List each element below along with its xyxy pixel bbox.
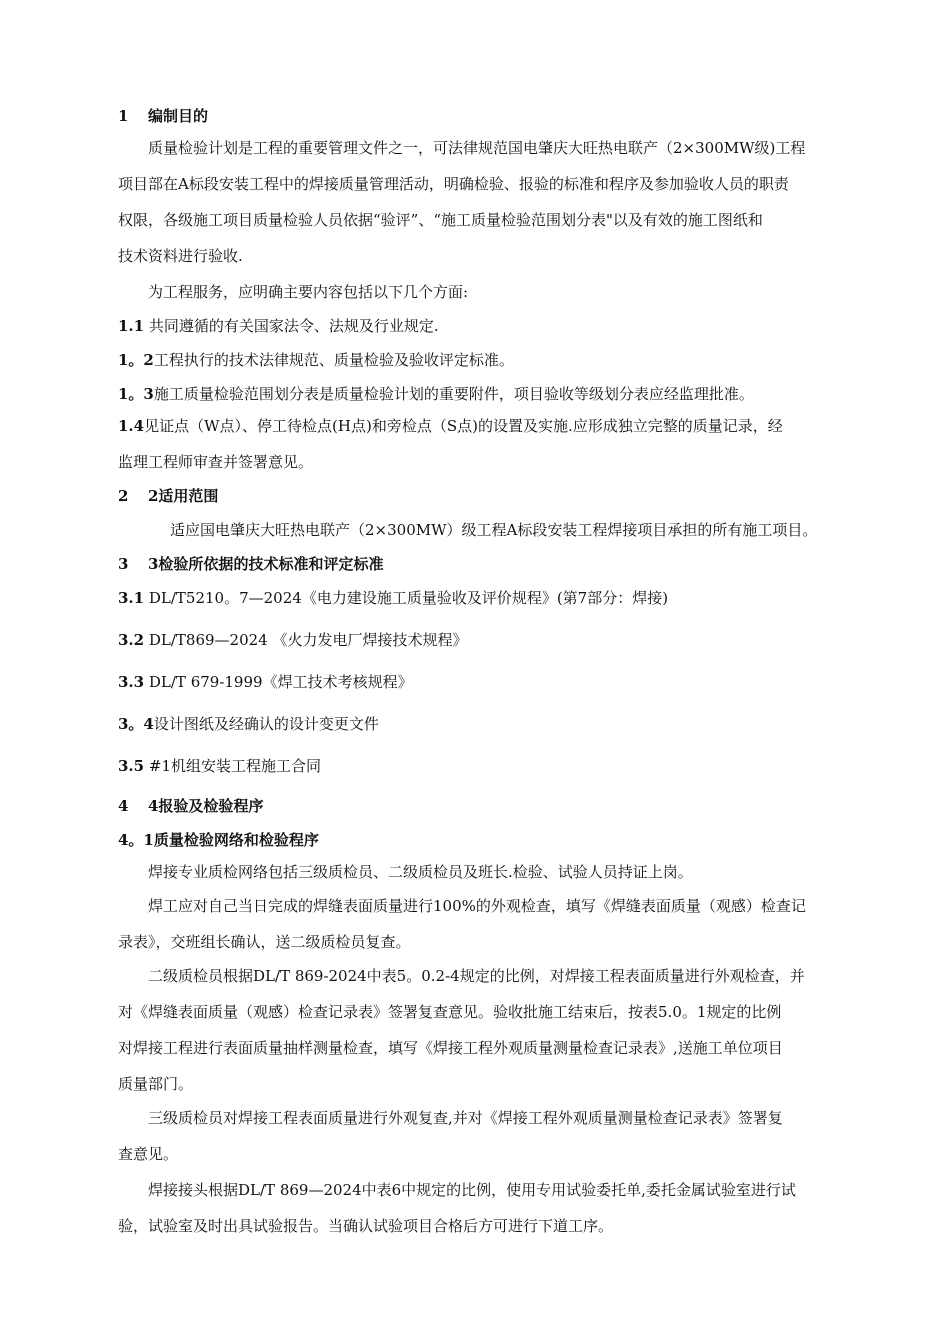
item-number: 3。4 xyxy=(118,715,154,733)
section-number: 3 xyxy=(118,555,129,573)
paragraph-line: 为工程服务，应明确主要内容包括以下几个方面: xyxy=(148,283,469,301)
paragraph-line: 质量部门。 xyxy=(118,1075,194,1093)
section-number: 4 xyxy=(118,797,129,815)
paragraph-line: 对《焊缝表面质量（观感）检查记录表》签署复查意见。验收批施工结束后，按表5.0。1规定的比例 xyxy=(118,1003,782,1021)
list-item xyxy=(118,416,783,436)
section-number: 2 xyxy=(118,487,129,505)
paragraph-line: 质量检验计划是工程的重要管理文件之一，可法律规范国电肇庆大旺热电联产（2×300MW级)工程 xyxy=(148,139,806,157)
paragraph-line: 监理工程师审查并签署意见。 xyxy=(118,453,314,471)
item-number: 3.3 xyxy=(118,673,145,691)
item-text: DL/T869—2024 《火力发电厂焊接技术规程》 xyxy=(144,631,468,649)
list-item xyxy=(118,384,754,404)
paragraph-line: 适应国电肇庆大旺热电联产（2×300MW）级工程A标段安装工程焊接项目承担的所有施工项目。 xyxy=(170,521,818,539)
list-item xyxy=(118,350,514,370)
paragraph-line: 焊接专业质检网络包括三级质检员、二级质检员及班长.检验、试验人员持证上岗。 xyxy=(148,863,693,881)
section-2-heading xyxy=(118,486,218,506)
item-number: 1.1 xyxy=(118,317,145,335)
item-text: DL/T 679-1999《焊工技术考核规程》 xyxy=(144,673,413,691)
list-item xyxy=(118,588,668,608)
item-number: 1。2 xyxy=(118,351,154,369)
paragraph-line: 查意见。 xyxy=(118,1145,179,1163)
item-text: 工程执行的技术法律规范、质量检验及验收评定标准。 xyxy=(153,351,514,369)
item-number: 1。3 xyxy=(118,385,154,403)
item-number: 3.2 xyxy=(118,631,145,649)
paragraph-line: 录表》，交班组长确认，送二级质检员复查。 xyxy=(118,933,411,951)
paragraph-line: 对焊接工程进行表面质量抽样测量检查，填写《焊接工程外观质量测量检查记录表》,送施工单位项目 xyxy=(118,1039,783,1057)
subsection-4-1-heading: 4。1质量检验网络和检验程序 xyxy=(118,831,319,849)
paragraph-line: 焊工应对自己当日完成的焊缝表面质量进行100%的外观检查，填写《焊缝表面质量（观感）检查记 xyxy=(148,897,806,915)
section-title: 3检验所依据的技术标准和评定标准 xyxy=(148,555,384,573)
list-item xyxy=(118,316,439,336)
item-number: 3.5 xyxy=(118,757,145,775)
list-item xyxy=(118,756,321,776)
item-number: 1.4 xyxy=(118,417,145,435)
paragraph-line: 权限，各级施工项目质量检验人员依据“验评”、“施工质量检验范围划分表"以及有效的施工图纸和 xyxy=(118,211,763,229)
paragraph-line: 焊接接头根据DL/T 869—2024中表6中规定的比例，使用专用试验委托单,委托金属试验室进行试 xyxy=(148,1181,796,1199)
item-number: 3.1 xyxy=(118,589,145,607)
list-item xyxy=(118,714,379,734)
section-title: 2适用范围 xyxy=(148,487,219,505)
paragraph-line: 三级质检员对焊接工程表面质量进行外观复查,并对《焊接工程外观质量测量检查记录表》签署复 xyxy=(148,1109,783,1127)
list-item xyxy=(118,672,413,692)
item-text: 共同遵循的有关国家法令、法规及行业规定. xyxy=(144,317,439,335)
item-text: DL/T5210。7—2024《电力建设施工质量验收及评价规程》(第7部分：焊接) xyxy=(144,589,669,607)
paragraph-line: 验，试验室及时出具试验报告。当确认试验项目合格后方可进行下道工序。 xyxy=(118,1217,614,1235)
section-title: 编制目的 xyxy=(148,107,209,125)
section-1-heading xyxy=(118,106,208,126)
paragraph-line: 二级质检员根据DL/T 869-2024中表5。0.2-4规定的比例，对焊接工程表面质量进行外观检查，并 xyxy=(148,967,805,985)
section-4-heading xyxy=(118,796,263,816)
item-text: 施工质量检验范围划分表是质量检验计划的重要附件，项目验收等级划分表应经监理批准。 xyxy=(153,385,754,403)
paragraph-line: 技术资料进行验收. xyxy=(118,247,243,265)
item-text: #1机组安装工程施工合同 xyxy=(144,757,321,775)
section-title: 4报验及检验程序 xyxy=(148,797,264,815)
item-text: 设计图纸及经确认的设计变更文件 xyxy=(153,715,379,733)
paragraph-line: 项目部在A标段安装工程中的焊接质量管理活动，明确检验、报验的标准和程序及参加验收人员的职责 xyxy=(118,175,789,193)
item-text: 见证点（W点）、停工待检点(H点)和旁检点（S点)的设置及实施.应形成独立完整的质量记录，经 xyxy=(144,417,783,435)
section-3-heading xyxy=(118,554,383,574)
list-item xyxy=(118,630,468,650)
section-number: 1 xyxy=(118,107,129,125)
